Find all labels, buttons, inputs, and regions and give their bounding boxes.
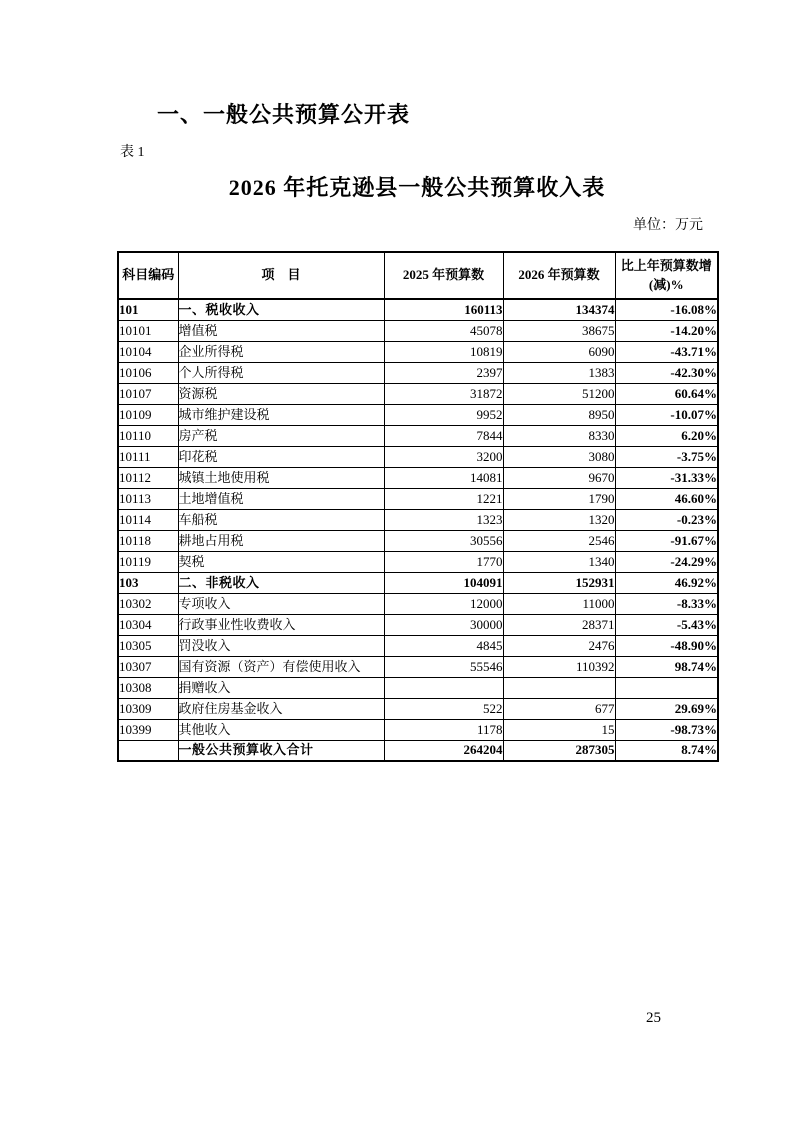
cell-2026-budget: 2476 — [503, 635, 615, 656]
cell-change-pct: 46.60% — [615, 488, 718, 509]
cell-change-pct: 60.64% — [615, 383, 718, 404]
cell-change-pct: -3.75% — [615, 446, 718, 467]
cell-2025-budget: 10819 — [384, 341, 503, 362]
cell-2025-budget: 7844 — [384, 425, 503, 446]
cell-change-pct: 6.20% — [615, 425, 718, 446]
header-subject-code: 科目编码 — [118, 252, 178, 299]
cell-2026-budget: 110392 — [503, 656, 615, 677]
cell-2025-budget: 160113 — [384, 299, 503, 320]
cell-change-pct: -24.29% — [615, 551, 718, 572]
table-row — [118, 593, 718, 614]
cell-item: 一、税收收入 — [178, 299, 384, 320]
cell-item: 专项收入 — [178, 593, 384, 614]
cell-subject-code: 10307 — [118, 656, 178, 677]
cell-item: 二、非税收入 — [178, 572, 384, 593]
cell-change-pct: -48.90% — [615, 635, 718, 656]
cell-subject-code: 10309 — [118, 698, 178, 719]
cell-change-pct: -42.30% — [615, 362, 718, 383]
cell-change-pct: -5.43% — [615, 614, 718, 635]
cell-subject-code: 10112 — [118, 467, 178, 488]
cell-2026-budget: 11000 — [503, 593, 615, 614]
cell-2025-budget: 522 — [384, 698, 503, 719]
cell-2025-budget: 12000 — [384, 593, 503, 614]
page-number: 25 — [646, 1010, 661, 1026]
cell-2025-budget: 14081 — [384, 467, 503, 488]
table-row — [118, 299, 718, 320]
cell-subject-code: 10111 — [118, 446, 178, 467]
cell-change-pct: -31.33% — [615, 467, 718, 488]
cell-item: 政府住房基金收入 — [178, 698, 384, 719]
cell-item: 个人所得税 — [178, 362, 384, 383]
table-row — [118, 425, 718, 446]
table-row — [118, 467, 718, 488]
table-row — [118, 719, 718, 740]
cell-2026-budget: 134374 — [503, 299, 615, 320]
cell-2026-budget: 152931 — [503, 572, 615, 593]
table-row — [118, 446, 718, 467]
cell-item: 罚没收入 — [178, 635, 384, 656]
cell-2025-budget: 45078 — [384, 320, 503, 341]
page-content — [117, 0, 717, 762]
cell-change-pct: 8.74% — [615, 740, 718, 761]
cell-item: 城市维护建设税 — [178, 404, 384, 425]
cell-2025-budget: 1770 — [384, 551, 503, 572]
cell-2025-budget: 1323 — [384, 509, 503, 530]
cell-item: 企业所得税 — [178, 341, 384, 362]
cell-2025-budget: 9952 — [384, 404, 503, 425]
header-2025-budget: 2025 年预算数 — [384, 252, 503, 299]
header-change-pct: 比上年预算数增(减)% — [615, 252, 718, 299]
table-label: 表 1 — [120, 144, 145, 160]
cell-change-pct: 46.92% — [615, 572, 718, 593]
cell-change-pct — [615, 677, 718, 698]
cell-subject-code: 10101 — [118, 320, 178, 341]
cell-2026-budget: 1383 — [503, 362, 615, 383]
table-row — [118, 383, 718, 404]
cell-subject-code: 10110 — [118, 425, 178, 446]
table-row — [118, 362, 718, 383]
cell-subject-code: 101 — [118, 299, 178, 320]
cell-subject-code: 10104 — [118, 341, 178, 362]
cell-2026-budget: 1320 — [503, 509, 615, 530]
cell-2026-budget: 8950 — [503, 404, 615, 425]
cell-item: 耕地占用税 — [178, 530, 384, 551]
cell-change-pct: -14.20% — [615, 320, 718, 341]
cell-change-pct: -10.07% — [615, 404, 718, 425]
cell-item: 增值税 — [178, 320, 384, 341]
cell-2026-budget: 15 — [503, 719, 615, 740]
cell-2026-budget: 2546 — [503, 530, 615, 551]
table-row — [118, 656, 718, 677]
cell-subject-code: 10109 — [118, 404, 178, 425]
table-header-row — [118, 252, 718, 299]
cell-2025-budget: 30000 — [384, 614, 503, 635]
cell-change-pct: -43.71% — [615, 341, 718, 362]
cell-2026-budget — [503, 677, 615, 698]
unit-note: 单位：万元 — [633, 217, 703, 233]
cell-2025-budget: 264204 — [384, 740, 503, 761]
cell-2026-budget: 9670 — [503, 467, 615, 488]
cell-2026-budget: 1340 — [503, 551, 615, 572]
cell-subject-code: 10114 — [118, 509, 178, 530]
table-header — [118, 252, 718, 299]
table-row — [118, 698, 718, 719]
table-row — [118, 740, 718, 761]
cell-2026-budget: 677 — [503, 698, 615, 719]
cell-subject-code: 10399 — [118, 719, 178, 740]
cell-2026-budget: 38675 — [503, 320, 615, 341]
cell-2026-budget: 51200 — [503, 383, 615, 404]
table-row — [118, 635, 718, 656]
cell-2026-budget: 287305 — [503, 740, 615, 761]
table-row — [118, 341, 718, 362]
cell-subject-code: 10106 — [118, 362, 178, 383]
document-title: 2026 年托克逊县一般公共预算收入表 — [228, 174, 606, 200]
table-row — [118, 677, 718, 698]
cell-subject-code — [118, 740, 178, 761]
table-row — [118, 572, 718, 593]
cell-change-pct: -98.73% — [615, 719, 718, 740]
cell-2026-budget: 8330 — [503, 425, 615, 446]
cell-2025-budget: 31872 — [384, 383, 503, 404]
table-body — [118, 299, 718, 761]
table-row — [118, 509, 718, 530]
cell-subject-code: 10107 — [118, 383, 178, 404]
cell-2025-budget: 3200 — [384, 446, 503, 467]
cell-2026-budget: 3080 — [503, 446, 615, 467]
cell-2025-budget: 1221 — [384, 488, 503, 509]
cell-change-pct: 98.74% — [615, 656, 718, 677]
cell-subject-code: 10305 — [118, 635, 178, 656]
cell-2026-budget: 1790 — [503, 488, 615, 509]
cell-2025-budget: 4845 — [384, 635, 503, 656]
cell-change-pct: -0.23% — [615, 509, 718, 530]
cell-item: 城镇土地使用税 — [178, 467, 384, 488]
table-row — [118, 488, 718, 509]
cell-2026-budget: 6090 — [503, 341, 615, 362]
header-item: 项 目 — [178, 252, 384, 299]
table-row — [118, 404, 718, 425]
cell-subject-code: 10113 — [118, 488, 178, 509]
cell-2025-budget: 55546 — [384, 656, 503, 677]
cell-item: 资源税 — [178, 383, 384, 404]
cell-change-pct: 29.69% — [615, 698, 718, 719]
cell-2025-budget: 1178 — [384, 719, 503, 740]
cell-item: 其他收入 — [178, 719, 384, 740]
cell-2026-budget: 28371 — [503, 614, 615, 635]
cell-item: 契税 — [178, 551, 384, 572]
cell-item: 国有资源（资产）有偿使用收入 — [178, 656, 384, 677]
cell-item: 行政事业性收费收入 — [178, 614, 384, 635]
cell-change-pct: -16.08% — [615, 299, 718, 320]
table-row — [118, 551, 718, 572]
budget-revenue-table — [117, 251, 719, 762]
table-row — [118, 530, 718, 551]
cell-2025-budget: 30556 — [384, 530, 503, 551]
cell-subject-code: 10308 — [118, 677, 178, 698]
cell-item: 一般公共预算收入合计 — [178, 740, 384, 761]
header-2026-budget: 2026 年预算数 — [503, 252, 615, 299]
cell-subject-code: 10118 — [118, 530, 178, 551]
cell-item: 印花税 — [178, 446, 384, 467]
cell-item: 房产税 — [178, 425, 384, 446]
table-row — [118, 614, 718, 635]
cell-2025-budget: 2397 — [384, 362, 503, 383]
cell-change-pct: -91.67% — [615, 530, 718, 551]
cell-item: 捐赠收入 — [178, 677, 384, 698]
cell-subject-code: 10304 — [118, 614, 178, 635]
cell-item: 车船税 — [178, 509, 384, 530]
table-row — [118, 320, 718, 341]
cell-2025-budget: 104091 — [384, 572, 503, 593]
cell-2025-budget — [384, 677, 503, 698]
cell-subject-code: 103 — [118, 572, 178, 593]
cell-item: 土地增值税 — [178, 488, 384, 509]
cell-change-pct: -8.33% — [615, 593, 718, 614]
section-heading: 一、一般公共预算公开表 — [157, 102, 411, 127]
cell-subject-code: 10119 — [118, 551, 178, 572]
cell-subject-code: 10302 — [118, 593, 178, 614]
